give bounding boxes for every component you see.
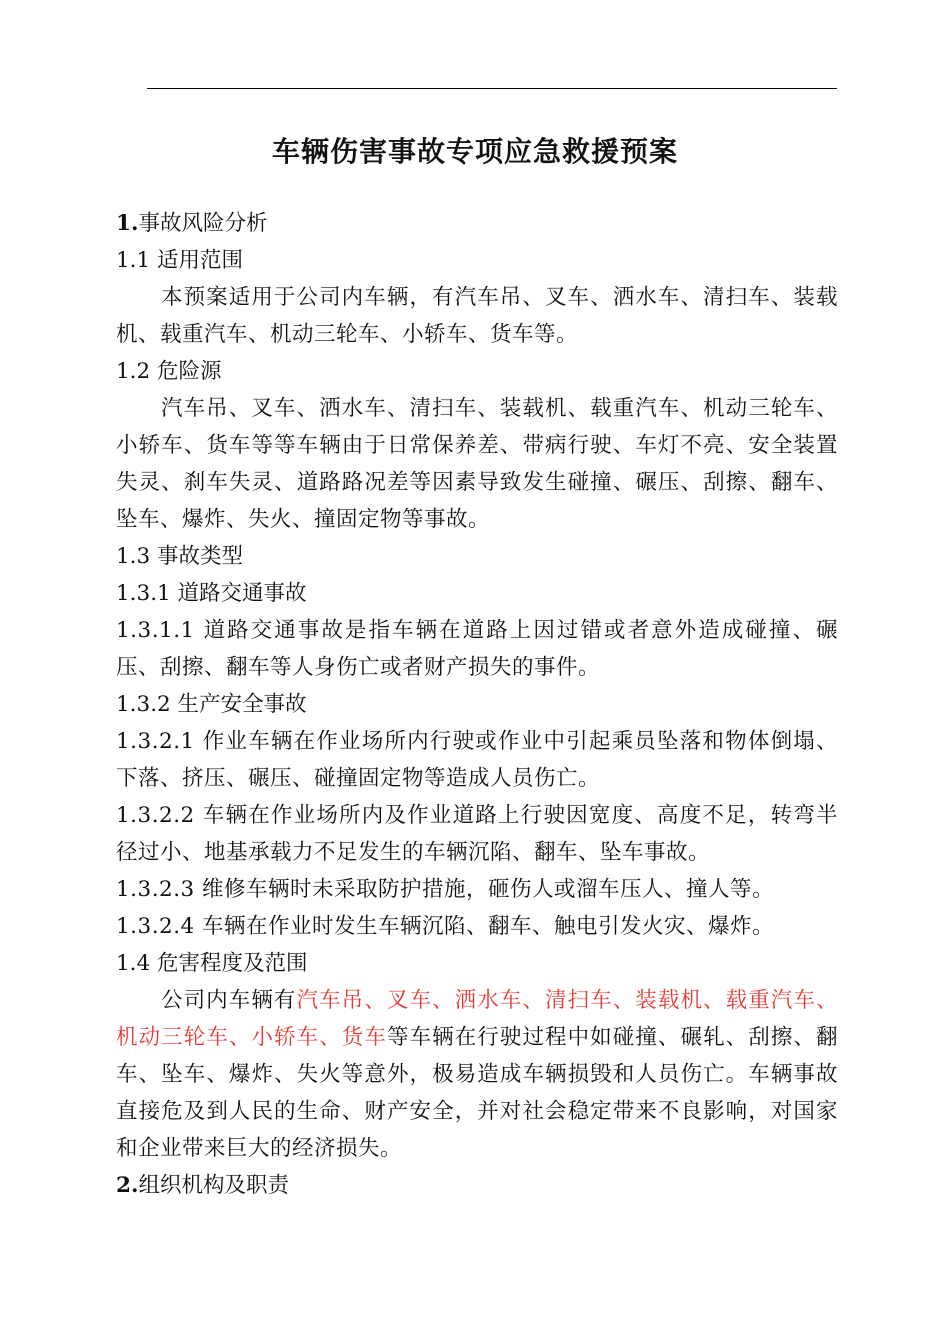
- section-1-1-paragraph: 本预案适用于公司内车辆，有汽车吊、叉车、洒水车、清扫车、装载机、载重汽车、机动三轮车、小轿车、货车等。: [116, 285, 838, 347]
- vehicle-list-highlight: 汽车吊、叉车、洒水车、清扫车、装载机、载重汽车、机动三轮车、小轿车、货车: [116, 988, 838, 1050]
- section-1-3-heading: 1.3 事故类型: [116, 544, 244, 569]
- section-1-3-1-1-paragraph: 1.3.1.1 道路交通事故是指车辆在道路上因过错或者意外造成碰撞、碾压、刮擦、翻车等人身伤亡或者财产损失的事件。: [116, 618, 838, 680]
- section-2-title: 组织机构及职责: [138, 1173, 289, 1198]
- section-1-4-paragraph: [116, 982, 838, 1167]
- section-1-heading: [116, 205, 838, 242]
- section-1-2-paragraph: 汽车吊、叉车、洒水车、清扫车、装载机、载重汽车、机动三轮车、小轿车、货车等等车辆由于日常保养差、带病行驶、车灯不亮、安全装置失灵、刹车失灵、道路路况差等因素导致发生碰撞、碾压、刮擦、翻车、坠车、爆炸、失火、撞固定物等事故。: [116, 396, 838, 532]
- section-1-3-2-1-paragraph: 1.3.2.1 作业车辆在作业场所内行驶或作业中引起乘员坠落和物体倒塌、下落、挤压、碾压、碰撞固定物等造成人员伤亡。: [116, 729, 838, 791]
- section-1-3-1-heading: 1.3.1 道路交通事故: [116, 581, 307, 606]
- section-1-3-2-2-paragraph: 1.3.2.2 车辆在作业场所内及作业道路上行驶因宽度、高度不足，转弯半径过小、地基承载力不足发生的车辆沉陷、翻车、坠车事故。: [116, 803, 838, 865]
- section-1-3-2-3-paragraph: 1.3.2.3 维修车辆时未采取防护措施，砸伤人或溜车压人、撞人等。: [116, 877, 775, 902]
- section-1-2-heading: 1.2 危险源: [116, 359, 222, 384]
- document-title: 车辆伤害事故专项应急救援预案: [271, 135, 678, 168]
- section-2-heading: [116, 1167, 838, 1204]
- document-body: [116, 205, 838, 1204]
- header-rule: [147, 88, 837, 89]
- section-1-title: 事故风险分析: [138, 211, 268, 236]
- section-1-3-2-heading: 1.3.2 生产安全事故: [116, 692, 307, 717]
- section-1-1-heading: 1.1 适用范围: [116, 248, 244, 273]
- section-2-number: 2.: [116, 1173, 139, 1198]
- section-1-4-heading: 1.4 危害程度及范围: [116, 951, 308, 976]
- section-1-4-suffix: 等车辆在行驶过程中如碰撞、碾轧、刮擦、翻车、坠车、爆炸、失火等意外，极易造成车辆损毁和人员伤亡。车辆事故直接危及到人民的生命、财产安全，并对社会稳定带来不良影响，对国家和企业带来巨大的经济损失。: [116, 1025, 838, 1161]
- section-1-4-prefix: 公司内车辆有: [161, 988, 297, 1013]
- section-1-number: 1.: [116, 211, 139, 236]
- section-1-3-2-4-paragraph: 1.3.2.4 车辆在作业时发生车辆沉陷、翻车、触电引发火灾、爆炸。: [116, 914, 775, 939]
